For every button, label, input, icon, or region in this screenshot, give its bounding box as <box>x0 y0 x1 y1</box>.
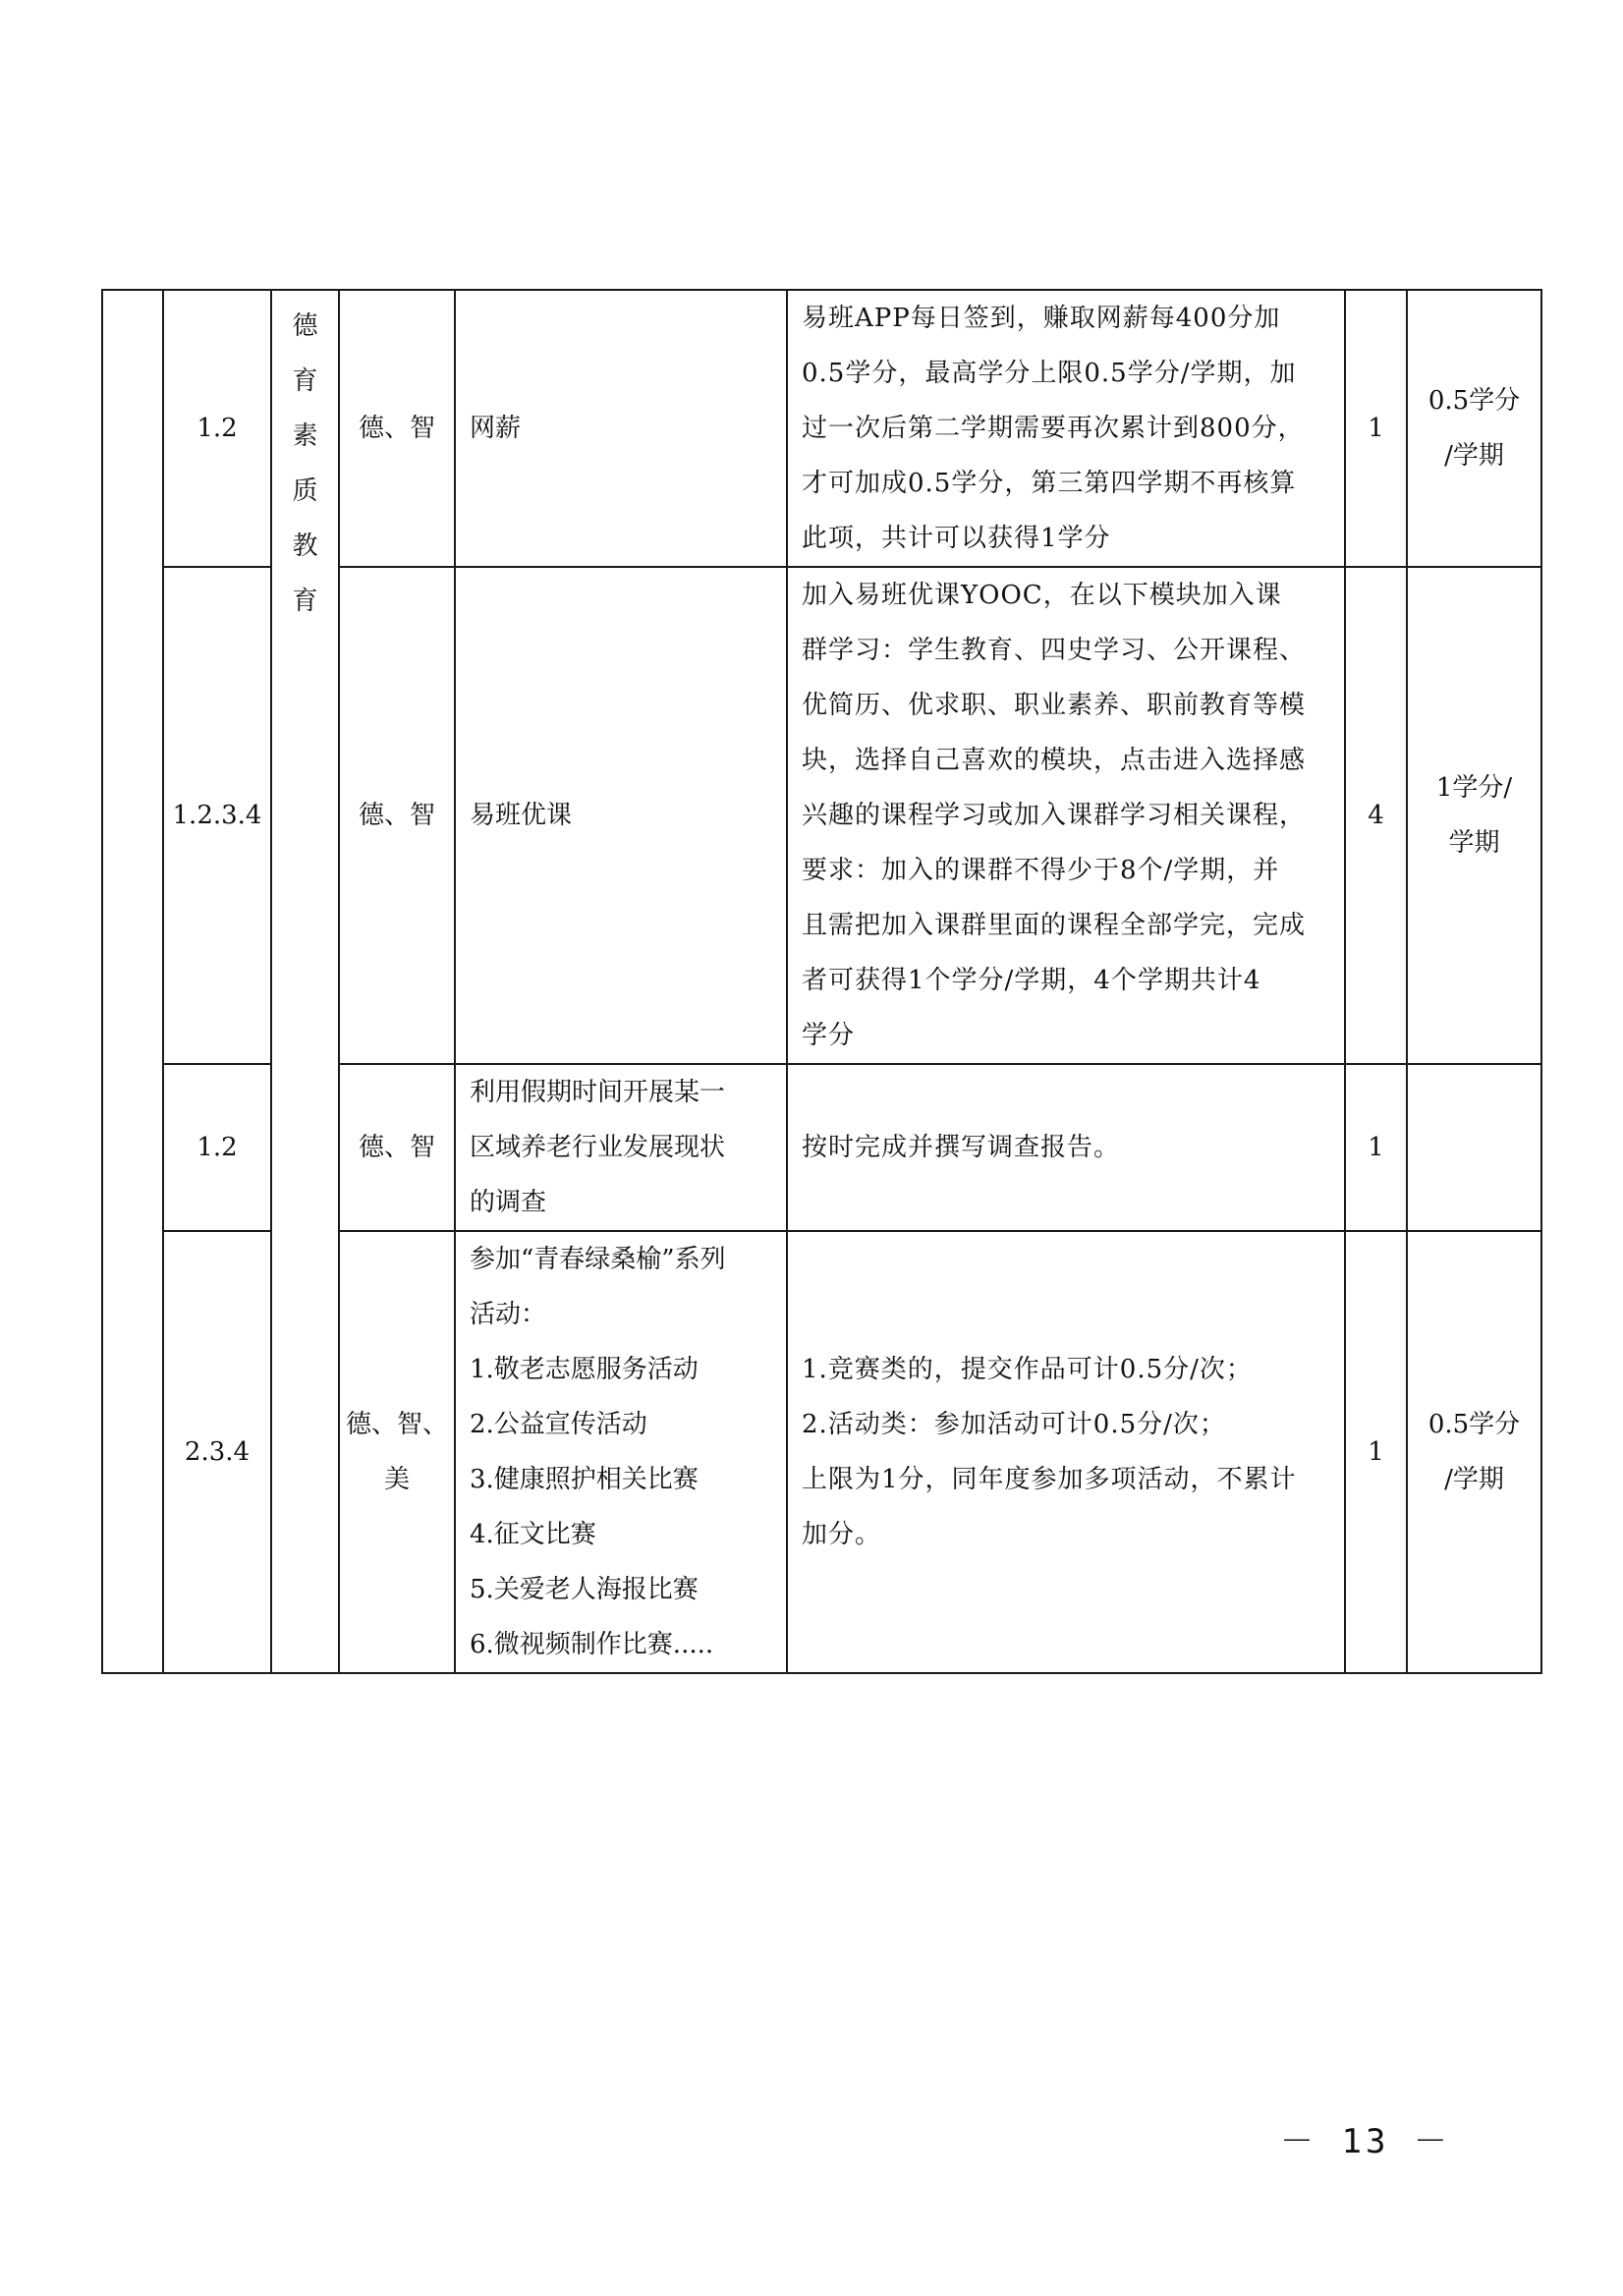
category-char: 质 <box>292 476 318 506</box>
requirement-line: 过一次后第二学期需要再次累计到800分， <box>802 414 1305 443</box>
ability-text: 德、智 <box>358 414 435 443</box>
requirement-line: 要求：加入的课群不得少于8个/学期，并 <box>802 856 1280 885</box>
requirement-cell <box>787 567 1345 1064</box>
requirement-line: 上限为1分，同年度参加多项活动，不累计 <box>802 1465 1297 1494</box>
requirement-line: 兴趣的课程学习或加入课群学习相关课程， <box>802 801 1307 830</box>
requirement-line: 加入易班优课YOOC，在以下模块加入课 <box>802 581 1282 610</box>
category-cell <box>271 290 339 1673</box>
requirement-cell <box>787 1231 1345 1673</box>
credit-cell <box>1407 1064 1541 1231</box>
requirement-line: 块，选择自己喜欢的模块，点击进入选择感 <box>802 746 1307 775</box>
item-cell <box>455 567 787 1064</box>
credit-text: 学期 <box>1448 828 1500 858</box>
ability-cell <box>339 567 455 1064</box>
ability-text: 德、智 <box>358 801 435 830</box>
ability-cell <box>339 290 455 567</box>
count-cell: 1 <box>1345 1231 1407 1673</box>
count-cell: 4 <box>1345 567 1407 1064</box>
category-char: 育 <box>292 366 318 396</box>
ability-text: 德、智、 <box>345 1410 448 1439</box>
ability-cell <box>339 1064 455 1231</box>
count-cell: 1 <box>1345 290 1407 567</box>
credit-text: /学期 <box>1444 1465 1504 1494</box>
item-text: 1.敬老志愿服务活动 <box>470 1355 699 1384</box>
credit-cell <box>1407 1231 1541 1673</box>
requirement-line: 者可获得1个学分/学期，4个学期共计4 <box>802 966 1261 995</box>
ability-text: 美 <box>383 1465 410 1494</box>
item-text: 参加“青春绿桑榆”系列 <box>470 1245 726 1274</box>
category-char: 育 <box>292 587 318 616</box>
requirement-line: 才可加成0.5学分，第三第四学期不再核算 <box>802 469 1297 498</box>
requirement-line: 1.竞赛类的，提交作品可计0.5分/次； <box>802 1355 1253 1384</box>
item-cell <box>455 1064 787 1231</box>
requirement-cell <box>787 1064 1345 1231</box>
requirement-line: 且需把加入课群里面的课程全部学完，完成 <box>802 911 1307 940</box>
requirement-line: 加分。 <box>802 1520 882 1549</box>
item-text: 活动： <box>470 1300 547 1329</box>
credit-table <box>101 289 1542 1674</box>
credit-cell <box>1407 567 1541 1064</box>
page-number: － 13 － <box>1280 2122 1451 2161</box>
category-char: 素 <box>292 421 318 451</box>
requirement-line: 易班APP每日签到，赚取网薪每400分加 <box>802 304 1281 333</box>
requirement-line: 群学习：学生教育、四史学习、公开课程、 <box>802 636 1307 665</box>
semester-cell: 1.2.3.4 <box>163 567 271 1064</box>
credit-text: /学期 <box>1444 441 1504 471</box>
item-text: 5.关爱老人海报比赛 <box>470 1575 699 1604</box>
item-text: 6.微视频制作比赛..... <box>470 1630 714 1659</box>
ability-text: 德、智 <box>358 1133 435 1162</box>
requirement-cell <box>787 290 1345 567</box>
semester-cell: 1.2 <box>163 1064 271 1231</box>
requirement-line: 0.5学分，最高学分上限0.5学分/学期，加 <box>802 359 1297 388</box>
item-text: 的调查 <box>470 1188 547 1217</box>
item-cell <box>455 290 787 567</box>
item-text: 4.征文比赛 <box>470 1520 596 1549</box>
item-text: 区域养老行业发展现状 <box>470 1133 726 1162</box>
requirement-line: 优简历、优求职、职业素养、职前教育等模 <box>802 691 1307 720</box>
category-char: 教 <box>292 532 318 561</box>
item-text: 易班优课 <box>470 801 573 830</box>
item-text: 利用假期时间开展某一 <box>470 1078 726 1107</box>
credit-text: 0.5学分 <box>1427 1410 1521 1439</box>
semester-cell: 1.2 <box>163 290 271 567</box>
credit-text: 0.5学分 <box>1427 386 1521 416</box>
semester-cell: 2.3.4 <box>163 1231 271 1673</box>
credit-text: 1学分/ <box>1435 773 1513 803</box>
item-text: 2.公益宣传活动 <box>470 1410 647 1439</box>
requirement-line: 学分 <box>802 1021 856 1050</box>
count-cell: 1 <box>1345 1064 1407 1231</box>
credit-cell <box>1407 290 1541 567</box>
requirement-line: 2.活动类：参加活动可计0.5分/次； <box>802 1410 1226 1439</box>
table-row <box>102 290 1541 567</box>
ability-cell <box>339 1231 455 1673</box>
item-text: 网薪 <box>470 414 522 443</box>
requirement-line: 此项，共计可以获得1学分 <box>802 524 1111 553</box>
category-char: 德 <box>292 311 318 341</box>
item-cell <box>455 1231 787 1673</box>
requirement-line: 按时完成并撰写调查报告。 <box>802 1133 1121 1162</box>
blank-left-cell <box>102 290 163 1673</box>
item-text: 3.健康照护相关比赛 <box>470 1465 699 1494</box>
